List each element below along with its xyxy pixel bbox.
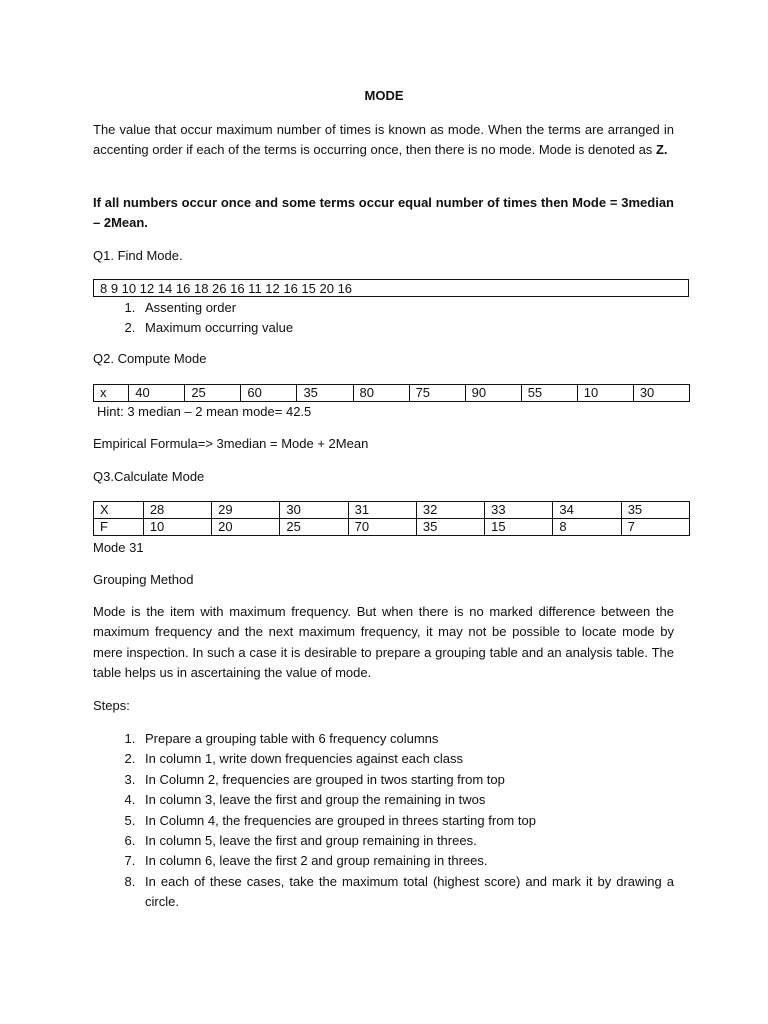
step-item: 5. In Column 4, the frequencies are grouped in threes starting from top: [139, 811, 674, 831]
table-cell: 30: [280, 502, 348, 519]
q1-data-box: 8 9 10 12 14 16 18 26 16 11 12 16 15 20 16: [93, 279, 689, 297]
table-cell: 33: [485, 502, 553, 519]
table-cell: 31: [348, 502, 416, 519]
table-cell: 34: [553, 502, 621, 519]
table-cell: 75: [409, 385, 465, 402]
table-cell: 10: [143, 519, 211, 536]
step-item: 8. In each of these cases, take the maximum total (highest score) and mark it by drawing a circle.: [139, 872, 674, 913]
q1-heading: Q1. Find Mode.: [93, 248, 183, 263]
table-cell: X: [94, 502, 144, 519]
q3-table: [93, 501, 690, 536]
empirical-formula: Empirical Formula=> 3median = Mode + 2Mean: [93, 436, 369, 451]
intro-paragraph: [93, 120, 674, 161]
table-cell: 40: [129, 385, 185, 402]
q1-steps: [93, 298, 674, 339]
table-cell: 20: [212, 519, 280, 536]
table-cell: 35: [297, 385, 353, 402]
q1-step: 2. Maximum occurring value: [139, 318, 674, 338]
table-cell: 29: [212, 502, 280, 519]
table-cell: 7: [621, 519, 689, 536]
step-item: 2. In column 1, write down frequencies against each class: [139, 749, 674, 769]
table-cell: F: [94, 519, 144, 536]
rule-paragraph: If all numbers occur once and some terms occur equal number of times then Mode = 3median – 2Mean.: [93, 195, 674, 231]
q1-step: 1. Assenting order: [139, 298, 674, 318]
grouping-steps: [93, 729, 674, 913]
table-row: [94, 502, 690, 519]
table-cell: 10: [577, 385, 633, 402]
step-item: 6. In column 5, leave the first and group remaining in threes.: [139, 831, 674, 851]
step-item: 4. In column 3, leave the first and group the remaining in twos: [139, 790, 674, 810]
table-cell: 70: [348, 519, 416, 536]
q3-answer: Mode 31: [93, 540, 144, 555]
table-cell: 15: [485, 519, 553, 536]
grouping-heading: Grouping Method: [93, 572, 194, 587]
table-row: [94, 385, 690, 402]
step-item: 7. In column 6, leave the first 2 and group remaining in threes.: [139, 851, 674, 871]
page-title: MODE: [364, 88, 404, 103]
q2-hint: Hint: 3 median – 2 mean mode= 42.5: [97, 404, 312, 419]
table-cell: 35: [621, 502, 689, 519]
table-cell: 32: [416, 502, 484, 519]
table-cell: 80: [353, 385, 409, 402]
step-item: 1. Prepare a grouping table with 6 frequency columns: [139, 729, 674, 749]
table-cell: x: [94, 385, 129, 402]
table-cell: 28: [143, 502, 211, 519]
step-item: 3. In Column 2, frequencies are grouped in twos starting from top: [139, 770, 674, 790]
table-cell: 60: [241, 385, 297, 402]
table-cell: 30: [633, 385, 689, 402]
intro-text: The value that occur maximum number of times is known as mode. When the terms are arranged in accenting order if each of the terms is occurring once, then there is no mode. Mode is denoted as: [93, 122, 674, 158]
table-row: [94, 519, 690, 536]
q2-table: [93, 384, 690, 402]
q2-heading: Q2. Compute Mode: [93, 351, 207, 366]
table-cell: 25: [280, 519, 348, 536]
table-cell: 35: [416, 519, 484, 536]
q3-heading: Q3.Calculate Mode: [93, 469, 205, 484]
grouping-paragraph: Mode is the item with maximum frequency. But when there is no marked difference between the maximum frequency and the next maximum frequency, it may not be possible to locate mode by mere inspection. In such a case it is desirable to prepare a grouping table and an analysis table. The table helps us in ascertaining the value of mode.: [93, 604, 674, 681]
table-cell: 25: [185, 385, 241, 402]
steps-label: Steps:: [93, 698, 130, 713]
table-cell: 55: [521, 385, 577, 402]
table-cell: 90: [465, 385, 521, 402]
mode-symbol: Z.: [655, 142, 668, 158]
table-cell: 8: [553, 519, 621, 536]
